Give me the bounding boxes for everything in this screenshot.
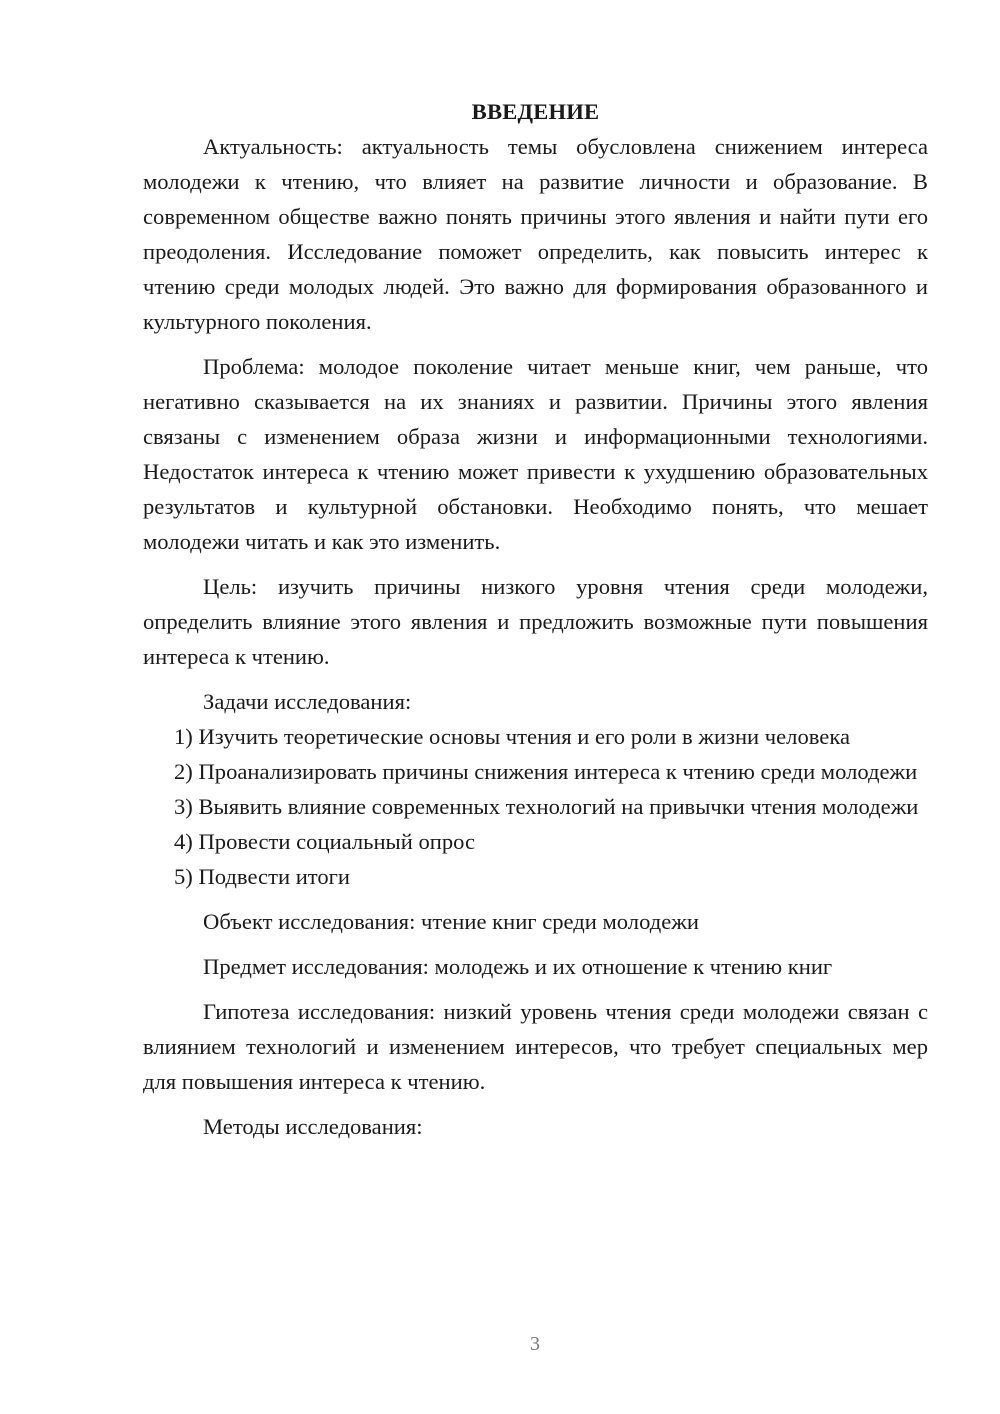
methods-title: Методы исследования: — [203, 1114, 423, 1139]
paragraph-goal: Цель: изучить причины низкого уровня чтения среди молодежи, определить влияние этого явления и предложить возможные пути повышения интереса к чтению. — [143, 574, 928, 669]
paragraph-object: Объект исследования: чтение книг среди молодежи — [203, 909, 699, 934]
paragraph-relevance: Актуальность: актуальность темы обусловлена снижением интереса молодежи к чтению, что влияет на развитие личности и образование. В современном обществе важно понять причины этого явления и найти пути его преодоления. Исследование поможет определить, как повысить интерес к чтению среди молодых людей. Это важно для формирования образованного и культурного поколения. — [143, 134, 928, 334]
task-item: 2) Проанализировать причины снижения интереса к чтению среди молодежи — [174, 759, 918, 784]
task-item: 1) Изучить теоретические основы чтения и его роли в жизни человека — [174, 724, 850, 749]
page-content — [143, 94, 928, 1144]
paragraph-subject: Предмет исследования: молодежь и их отношение к чтению книг — [203, 954, 833, 979]
task-item: 3) Выявить влияние современных технологий на привычки чтения молодежи — [174, 794, 919, 819]
page-number: 3 — [530, 1333, 540, 1355]
section-heading: ВВЕДЕНИЕ — [471, 99, 600, 124]
task-item: 4) Провести социальный опрос — [174, 829, 476, 854]
paragraph-hypothesis: Гипотеза исследования: низкий уровень чтения среди молодежи связан с влиянием технологий и изменением интересов, что требует специальных мер для повышения интереса к чтению. — [143, 999, 928, 1094]
tasks-title: Задачи исследования: — [203, 689, 412, 714]
paragraph-problem: Проблема: молодое поколение читает меньше книг, чем раньше, что негативно сказывается на их знаниях и развитии. Причины этого явления связаны с изменением образа жизни и информационными технологиями. Недостаток интереса к чтению может привести к ухудшению образовательных результатов и культурной обстановки. Необходимо понять, что мешает молодежи читать и как это изменить. — [143, 354, 928, 554]
task-item: 5) Подвести итоги — [174, 864, 351, 889]
